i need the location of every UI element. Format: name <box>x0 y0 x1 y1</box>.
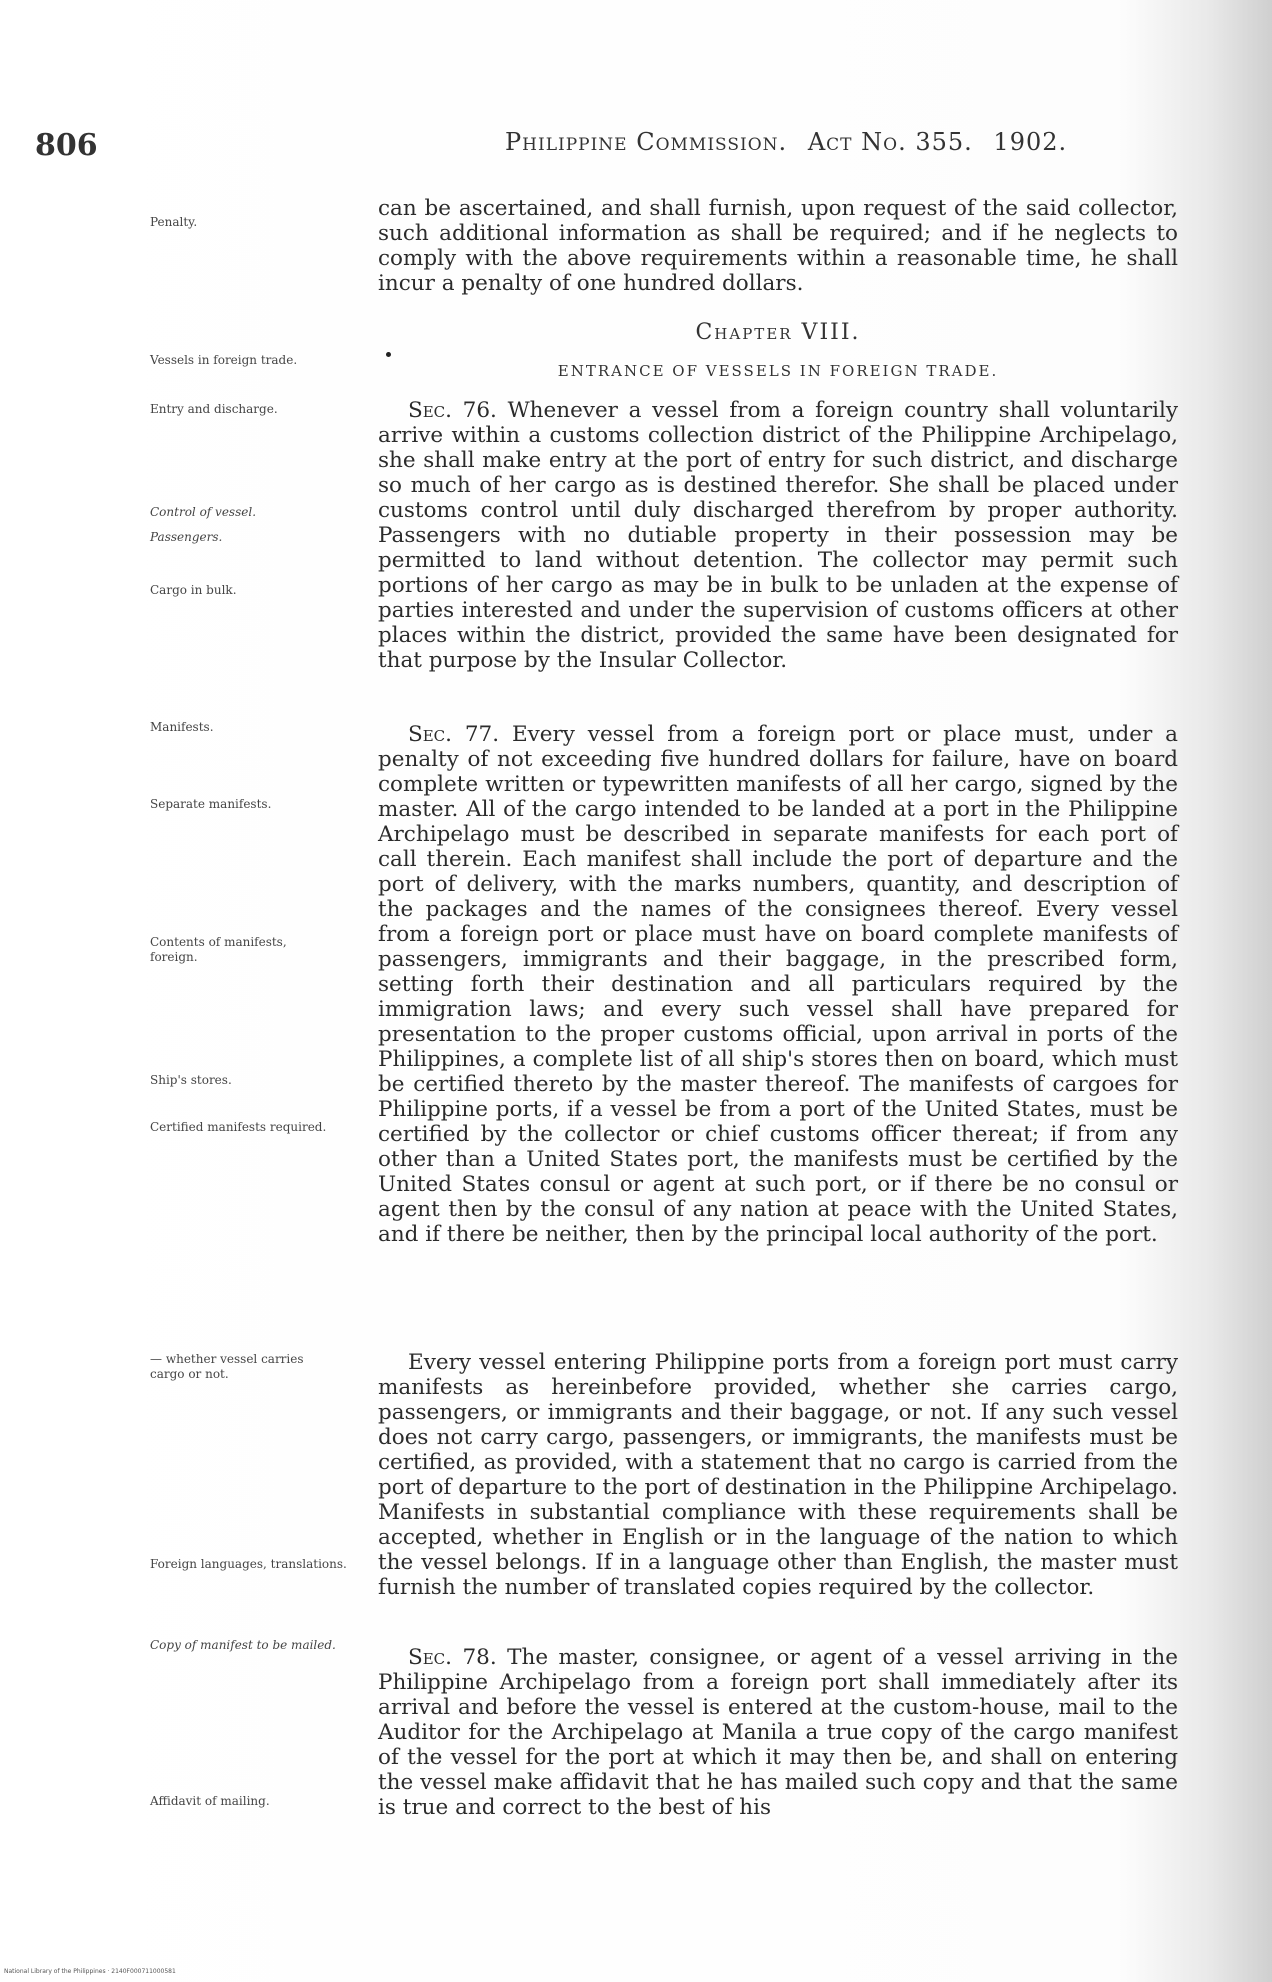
margin-note-control-vessel: Control of vessel. <box>150 505 257 519</box>
margin-note-whether-cargo: — whether vessel carries cargo or not. <box>150 1352 304 1381</box>
section-77-continued <box>378 1350 1178 1600</box>
margin-note-affidavit: Affidavit of mailing. <box>150 1794 270 1808</box>
print-mark <box>386 352 391 357</box>
margin-note-ships-stores: Ship's stores. <box>150 1073 232 1087</box>
paragraph-text: Every vessel from a foreign port or place must, under a penalty of not exceeding five hundred dollars for failure, have on board complete written or typewritten manifests of all her cargo, signed by the master. All of the cargo intended to be landed at a port in the Philippine Archipelago must be described in separate manifests for each port of call therein. Each manifest shall include the port of departure and the port of delivery, with the marks numbers, quantity, and description of the packages and the names of the consignees thereof. Every vessel from a foreign port or place must have on board complete manifests of passengers, immigrants and their baggage, in the prescribed form, setting forth their destination and all particulars required by the immigration laws; and every such vessel shall have prepared for presentation to the proper customs official, upon arrival in ports of the Philippines, a complete list of all ship's stores then on board, which must be certified thereto by the master thereof. The manifests of cargoes for Philippine ports, if a vessel be from a port of the United States, must be certified by the collector or chief customs officer thereat; if from any other than a United States port, the manifests must be certified by the United States consul or agent at such port, or if there be no consul or agent then by the consul of any nation at peace with the United States, and if there be neither, then by the principal local authority of the port. <box>378 722 1178 1247</box>
paragraph-text: Whenever a vessel from a foreign country shall voluntarily arrive within a customs collection district of the Philippine Archipelago, she shall make entry at the port of entry for such district, and discharge so much of her cargo as is destined therefor. She shall be placed under customs control until duly discharged therefrom by proper authority. Passengers with no dutiable property in their possession may be permitted to land without detention. The collector may permit such portions of her cargo as may be in bulk to be unladen at the expense of parties interested and under the supervision of customs officers at other places within the district, provided the same have been designated for that purpose by the Insular Collector. <box>378 398 1178 673</box>
margin-note-passengers: Passengers. <box>150 530 223 544</box>
margin-note-separate-manifests: Separate manifests. <box>150 797 272 811</box>
page-number: 806 <box>35 128 98 163</box>
running-head-act: Act No. 355. <box>807 128 973 156</box>
paragraph-text: Every vessel entering Philippine ports from a foreign port must carry manifests as hereinbefore provided, whether she carries cargo, passengers, or immigrants and their baggage, or not. If any such vessel does not carry cargo, passengers, or immigrants, the manifests must be certified, as provided, with a statement that no cargo is carried from the port of departure to the port of destination in the Philippine Archipelago. Manifests in substantial compliance with these requirements shall be accepted, whether in English or in the language of the nation to which the vessel belongs. If in a language other than English, the master must furnish the number of translated copies required by the collector. <box>378 1350 1178 1600</box>
section-76 <box>378 398 1178 673</box>
margin-note-cargo-bulk: Cargo in bulk. <box>150 583 237 597</box>
scan-footer: National Library of the Philippines · 2140F000711000581 <box>4 1968 176 1975</box>
margin-note-vessels-foreign-trade: Vessels in foreign trade. <box>150 353 298 367</box>
running-head-year: 1902. <box>993 128 1068 156</box>
section-label: Sec. 76. <box>408 398 497 423</box>
section-77 <box>378 722 1178 1247</box>
paragraph-text: The master, consignee, or agent of a vessel arriving in the Philippine Archipelago from a foreign port shall immediately after its arrival and before the vessel is entered at the custom-house, mail to the Auditor for the Archipelago at Manila a true copy of the cargo manifest of the vessel for the port at which it may then be, and shall on entering the vessel make affidavit that he has mailed such copy and that the same is true and correct to the best of his <box>378 1645 1178 1820</box>
chapter-subtitle: ENTRANCE OF VESSELS IN FOREIGN TRADE. <box>557 362 999 380</box>
running-head <box>505 128 1085 156</box>
section-78 <box>378 1645 1178 1820</box>
margin-note-certified-manifests: Certified manifests required. <box>150 1120 327 1134</box>
paragraph-text: can be ascertained, and shall furnish, upon request of the said collector, such additional information as shall be required; and if he neglects to comply with the above requirements within a reasonable time, he shall incur a penalty of one hundred dollars. <box>378 196 1178 296</box>
body-paragraph-continued <box>378 196 1178 296</box>
margin-note-copy-mailed: Copy of manifest to be mailed. <box>150 1638 336 1652</box>
margin-note-contents-manifests: Contents of manifests, foreign. <box>150 935 287 964</box>
margin-note-manifests: Manifests. <box>150 720 214 734</box>
chapter-title: Chapter VIII. <box>695 320 861 345</box>
section-label: Sec. 77. <box>408 722 500 747</box>
section-label: Sec. 78. <box>408 1645 497 1670</box>
margin-note-penalty: Penalty. <box>150 215 198 229</box>
margin-note-entry-discharge: Entry and discharge. <box>150 402 278 416</box>
margin-note-foreign-languages: Foreign languages, translations. <box>150 1557 347 1571</box>
running-head-title: Philippine Commission. <box>505 128 788 156</box>
